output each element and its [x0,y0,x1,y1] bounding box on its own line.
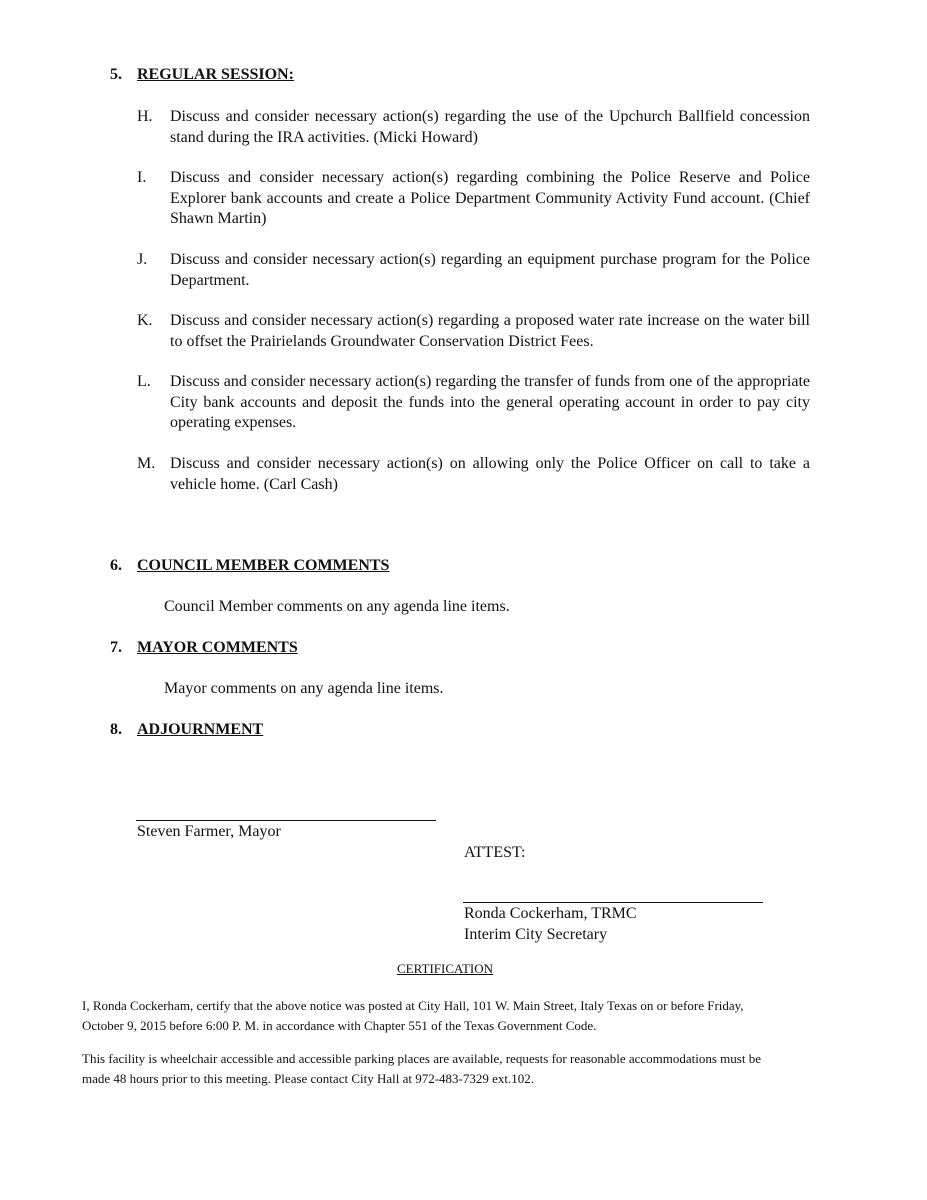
notice-line: This facility is wheelchair accessible and accessible parking places are available, requests for reasonable accommodations must be [82,1051,761,1066]
certification-heading: CERTIFICATION [397,961,493,976]
certification-notice [82,996,842,1036]
item-text: Discuss and consider necessary action(s) regarding the use of the Upchurch Ballfield concession stand during the IRA activities. (Micki Howard) [170,108,810,146]
section-number: 5. [110,66,122,83]
secretary-title: Interim City Secretary [464,926,608,943]
item-letter: M. [137,455,156,472]
accessibility-notice [82,1049,842,1089]
notice-line: October 9, 2015 before 6:00 P. M. in accordance with Chapter 551 of the Texas Government Code. [82,1018,597,1033]
mayor-name: Steven Farmer, Mayor [137,823,281,840]
section-title: COUNCIL MEMBER COMMENTS [137,557,390,574]
item-letter: I. [137,169,147,186]
secretary-name: Ronda Cockerham, TRMC [464,905,637,922]
secretary-signature-line [463,902,763,903]
section-title: MAYOR COMMENTS [137,639,298,656]
section-number: 7. [110,639,122,656]
mayor-comments-text: Mayor comments on any agenda line items. [164,680,444,697]
section-number: 6. [110,557,122,574]
section-title: ADJOURNMENT [137,721,264,738]
item-text: Discuss and consider necessary action(s) on allowing only the Police Officer on call to take a vehicle home. (Carl Cash) [170,455,810,493]
item-text: Discuss and consider necessary action(s) regarding an equipment purchase program for the Police Department. [170,251,810,289]
section-number: 8. [110,721,122,738]
item-text: Discuss and consider necessary action(s) regarding combining the Police Reserve and Police Explorer bank accounts and create a Police Department Community Activity Fund account. (Chief Shawn Martin) [170,169,810,227]
item-text: Discuss and consider necessary action(s) regarding the transfer of funds from one of the appropriate City bank accounts and deposit the funds into the general operating account in order to pay city operating expenses. [170,373,810,431]
council-comments-text: Council Member comments on any agenda line items. [164,598,510,615]
section-title: REGULAR SESSION: [137,66,294,83]
notice-line: I, Ronda Cockerham, certify that the above notice was posted at City Hall, 101 W. Main Street, Italy Texas on or before Friday, [82,998,744,1013]
item-text: Discuss and consider necessary action(s) regarding a proposed water rate increase on the water bill to offset the Prairielands Groundwater Conservation District Fees. [170,312,810,350]
attest-label: ATTEST: [464,844,526,861]
item-letter: H. [137,108,153,125]
notice-line: made 48 hours prior to this meeting. Please contact City Hall at 972-483-7329 ext.102. [82,1071,535,1086]
item-letter: L. [137,373,151,390]
item-letter: K. [137,312,153,329]
item-letter: J. [137,251,148,268]
mayor-signature-line [136,820,436,821]
